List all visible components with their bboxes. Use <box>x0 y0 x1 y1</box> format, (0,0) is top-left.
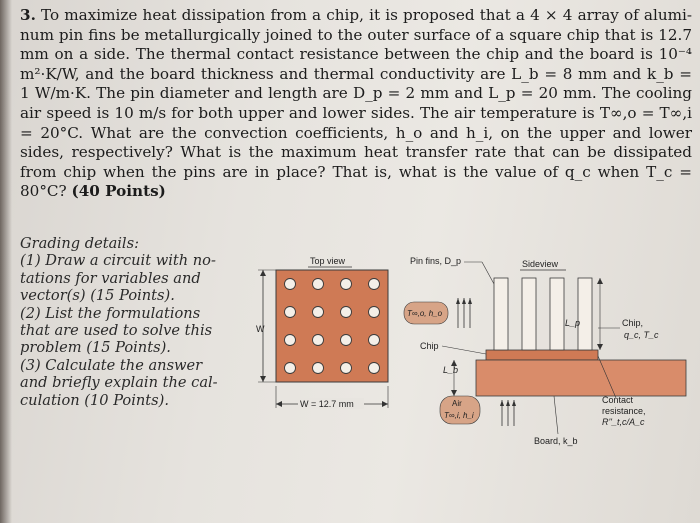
pin-fin <box>550 278 564 350</box>
arrow-head <box>456 298 460 304</box>
pin-top-view <box>341 335 352 346</box>
contact-label-3: R''_t,c/A_c <box>602 417 645 427</box>
pin-fin <box>578 278 592 350</box>
board-label: Board, k_b <box>534 436 578 446</box>
problem-line: when the pins are in place? That is, what is the value of q_c when T_c = 80°C? <box>20 162 692 201</box>
pin-fin <box>522 278 536 350</box>
board <box>476 360 686 396</box>
problem-line: mm on a side. The thermal contact resistance between the chip and the board is 10⁻⁴ <box>20 45 692 64</box>
leader-line <box>442 346 486 354</box>
grading-line: that are used to solve this <box>20 322 213 340</box>
problem-line: 20°C. What are the convection coefficients, h_o and h_i, on the upper and lower sides, <box>20 123 693 162</box>
pin-top-view <box>369 307 380 318</box>
lower-air-label: T∞,i, h_i <box>444 411 474 420</box>
arrow-head <box>500 400 504 406</box>
chip-fin-figure <box>254 250 694 460</box>
grading-line: (1) Draw a circuit with no- <box>20 252 216 270</box>
arrow-head <box>260 270 266 276</box>
problem-points: (40 Points) <box>71 182 166 201</box>
grading-line: vector(s) (15 Points). <box>20 287 175 305</box>
chip-label: Chip <box>420 341 439 351</box>
grading-details <box>20 235 242 409</box>
grading-title: Grading details: <box>20 235 140 252</box>
pin-top-view <box>285 279 296 290</box>
contact-label-1: Contact <box>602 395 634 405</box>
problem-line: W/m·K. The pin diameter and length are D_p = 2 mm and L_p = 20 mm. The cooling air <box>20 84 692 122</box>
pin-top-view <box>285 307 296 318</box>
w-label: W <box>256 324 265 334</box>
problem-line: respectively? What is the maximum heat transfer rate that can be dissipated from chip <box>20 143 693 181</box>
arrow-head <box>597 344 603 350</box>
sideview-label: Sideview <box>522 259 559 269</box>
chip-right-label-1: Chip, <box>622 318 644 328</box>
arrow-head <box>468 298 472 304</box>
problem-line: m²·K/W, and the board thickness and thermal conductivity are L_b = 8 mm and k_b = 1 <box>20 64 692 103</box>
pin-top-view <box>341 363 352 374</box>
pin-top-view <box>369 363 380 374</box>
upper-air-label: T∞,o, h_o <box>407 309 443 318</box>
lb-label: L_b <box>443 365 459 375</box>
pin-top-view <box>313 335 324 346</box>
contact-label-2: resistance, <box>602 406 646 416</box>
arrow-head <box>382 401 388 407</box>
grading-line: and briefly explain the cal- <box>20 374 218 392</box>
leader-line <box>482 262 494 284</box>
grading-line: (3) Calculate the answer <box>20 356 203 374</box>
arrow-head <box>597 278 603 284</box>
arrow-head <box>506 400 510 406</box>
arrow-head <box>260 376 266 382</box>
pin-fin <box>494 278 508 350</box>
leader-line <box>554 396 558 434</box>
problem-line: To maximize heat dissipation from a chip, it is proposed that a 4 × 4 array of alumi- <box>41 6 692 24</box>
pin-top-view <box>313 363 324 374</box>
grading-line: (2) List the formulations <box>20 304 201 322</box>
grading-line: tations for variables and <box>20 269 201 287</box>
lp-label: L_p <box>565 318 581 328</box>
problem-number: 3. <box>20 6 36 24</box>
pin-top-view <box>313 307 324 318</box>
pin-top-view <box>369 335 380 346</box>
arrow-head <box>451 390 457 396</box>
pin-top-view <box>341 307 352 318</box>
grading-line: problem (15 Points). <box>20 339 171 357</box>
problem-line: num pin fins be metallurgically joined to the outer surface of a square chip that is 12.7 <box>20 25 692 44</box>
top-view-label: Top view <box>310 256 346 266</box>
problem-line: speed is 10 m/s for both upper and lower sides. The air temperature is T∞,o = T∞,i = <box>20 103 693 142</box>
grading-line: culation (10 Points). <box>20 391 169 409</box>
pin-top-view <box>285 363 296 374</box>
pin-top-view <box>285 335 296 346</box>
problem-statement <box>20 6 692 202</box>
arrow-head <box>462 298 466 304</box>
arrow-head <box>512 400 516 406</box>
air-label: Air <box>452 399 462 408</box>
arrow-head <box>276 401 282 407</box>
pin-top-view <box>369 279 380 290</box>
chip-side-view <box>486 350 598 360</box>
pin-top-view <box>341 279 352 290</box>
page-shadow <box>0 0 12 523</box>
pin-top-view <box>313 279 324 290</box>
pin-fins-label: Pin fins, D_p <box>410 256 462 266</box>
chip-right-label-2: q_c, T_c <box>624 330 659 340</box>
w-dim-label: W = 12.7 mm <box>300 399 354 409</box>
